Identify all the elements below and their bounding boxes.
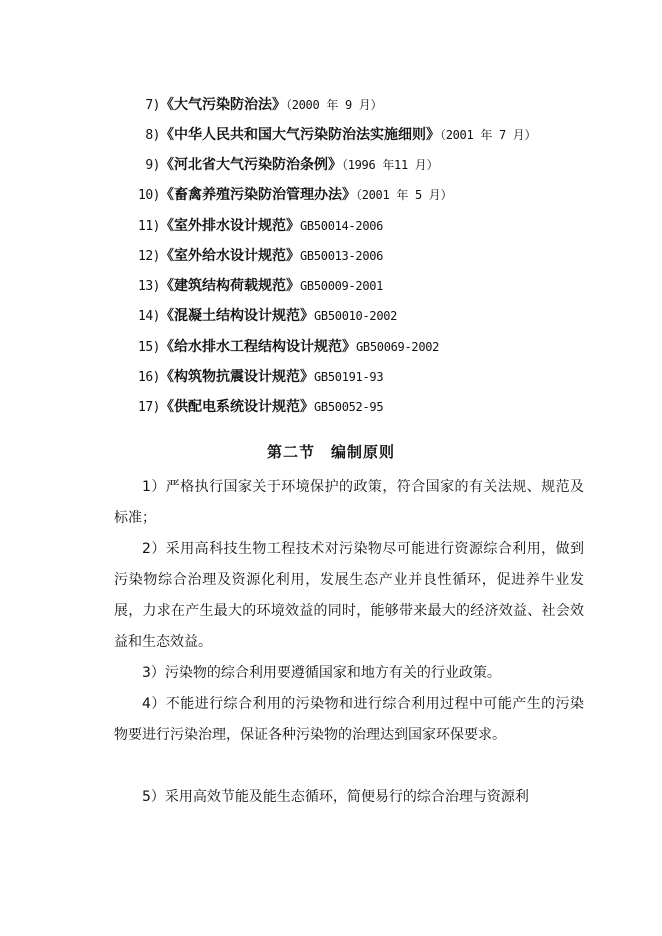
reference-item bbox=[0, 336, 439, 358]
reference-title: 《室外排水设计规范》 bbox=[160, 218, 300, 234]
principle-paragraph: 2）采用高科技生物工程技术对污染物尽可能进行资源综合利用，做到污染物综合治理及资源化利用，发展生态产业并良性循环，促进养牛业发展，力求在产生最大的环境效益的同时，能够带来最大的经济效益、社会效益和生态效益。 bbox=[114, 541, 584, 650]
reference-number: 9) bbox=[145, 158, 160, 173]
reference-title: 《畜禽养殖污染防治管理办法》 bbox=[160, 187, 356, 203]
reference-item bbox=[0, 396, 383, 418]
reference-title: 《室外给水设计规范》 bbox=[160, 248, 300, 264]
principle-paragraph: 1）严格执行国家关于环境保护的政策，符合国家的有关法规、规范及标准； bbox=[114, 479, 584, 526]
reference-note: GB50009-2001 bbox=[300, 279, 384, 293]
reference-note: GB50191-93 bbox=[314, 370, 384, 384]
reference-number: 15) bbox=[138, 340, 160, 355]
reference-number: 13) bbox=[138, 279, 160, 294]
reference-item bbox=[0, 366, 383, 388]
section-heading: 第二节 编制原则 bbox=[266, 443, 395, 461]
reference-title: 《混凝土结构设计规范》 bbox=[160, 308, 314, 324]
reference-item bbox=[0, 215, 383, 237]
reference-note: （2000 年 9 月） bbox=[286, 98, 383, 112]
reference-title: 《河北省大气污染防治条例》 bbox=[160, 157, 342, 173]
reference-item bbox=[0, 184, 452, 206]
reference-title: 《供配电系统设计规范》 bbox=[160, 399, 314, 415]
reference-note: （2001 年 5 月） bbox=[356, 188, 453, 202]
reference-title: 《构筑物抗震设计规范》 bbox=[160, 369, 314, 385]
principle-paragraph: 5）采用高效节能及能生态循环，简便易行的综合治理与资源利 bbox=[142, 789, 529, 805]
reference-number: 7) bbox=[145, 98, 160, 113]
reference-item bbox=[0, 305, 397, 327]
reference-title: 《中华人民共和国大气污染防治法实施细则》 bbox=[160, 127, 440, 143]
reference-note: （1996 年11 月） bbox=[342, 158, 439, 172]
reference-number: 10) bbox=[138, 188, 160, 203]
reference-item bbox=[0, 154, 438, 176]
reference-note: GB50052-95 bbox=[314, 400, 384, 414]
reference-item bbox=[0, 94, 382, 116]
principle-paragraph: 4）不能进行综合利用的污染物和进行综合利用过程中可能产生的污染物要进行污染治理，保证各种污染物的治理达到国家环保要求。 bbox=[114, 696, 584, 743]
reference-note: GB50069-2002 bbox=[356, 340, 440, 354]
reference-number: 14) bbox=[138, 309, 160, 324]
reference-item bbox=[0, 124, 536, 146]
reference-number: 17) bbox=[138, 400, 160, 415]
reference-number: 12) bbox=[138, 249, 160, 264]
reference-item bbox=[0, 275, 383, 297]
principle-paragraph: 3）污染物的综合利用要遵循国家和地方有关的行业政策。 bbox=[142, 665, 501, 681]
reference-title: 《建筑结构荷载规范》 bbox=[160, 278, 300, 294]
reference-number: 8) bbox=[145, 128, 160, 143]
reference-title: 《给水排水工程结构设计规范》 bbox=[160, 339, 356, 355]
reference-item bbox=[0, 245, 383, 267]
reference-note: GB50013-2006 bbox=[300, 249, 384, 263]
reference-number: 11) bbox=[138, 219, 160, 234]
reference-note: GB50010-2002 bbox=[314, 309, 398, 323]
reference-note: GB50014-2006 bbox=[300, 219, 384, 233]
reference-title: 《大气污染防治法》 bbox=[160, 97, 286, 113]
reference-number: 16) bbox=[138, 370, 160, 385]
reference-note: （2001 年 7 月） bbox=[440, 128, 537, 142]
